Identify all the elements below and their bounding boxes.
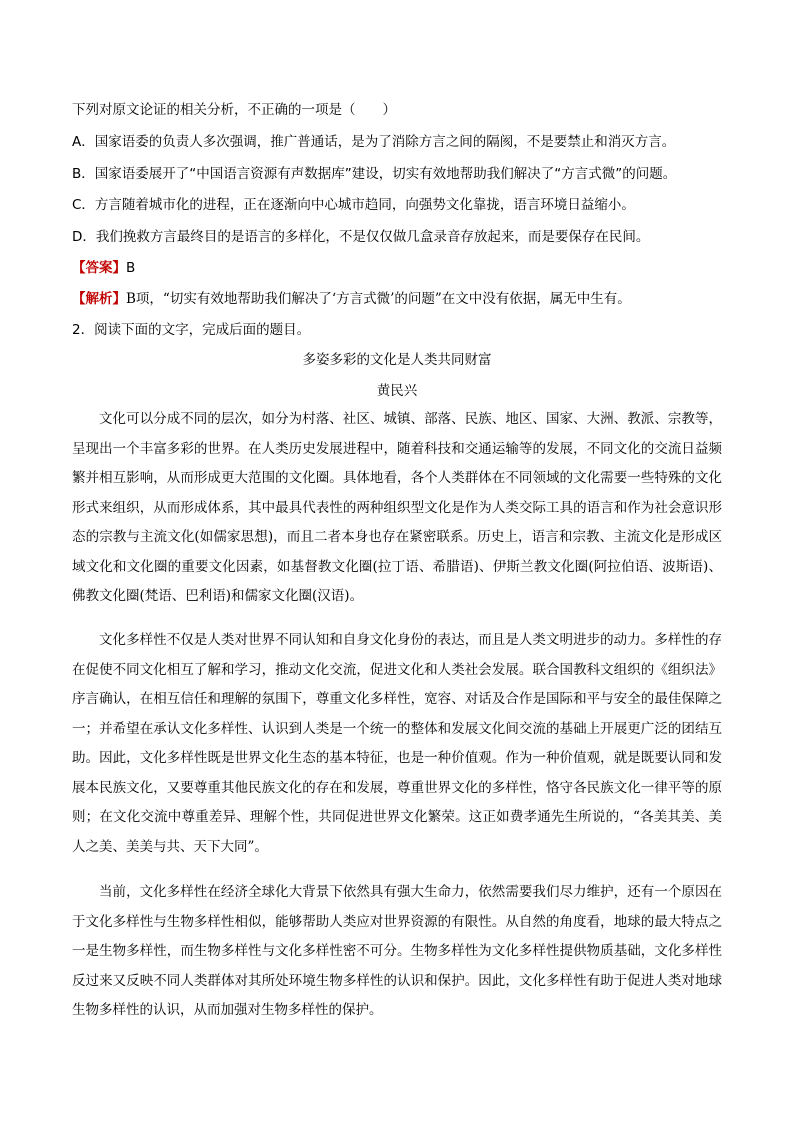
option-a: A．国家语委的负责人多次强调，推广普通话，是为了消除方言之间的隔阂，不是要禁止和消灭方言。 <box>72 134 676 150</box>
option-b: B．国家语委展开了“中国语言资源有声数据库”建设，切实有效地帮助我们解决了“方言式微”的问题。 <box>72 166 677 182</box>
analysis-text: B项，“切实有效地帮助我们解决了‘方言式微’的问题”在文中没有依据，属无中生有。 <box>126 291 631 307</box>
article-author: 黄民兴 <box>376 383 418 399</box>
answer-value: B <box>126 260 136 276</box>
question-2-intro: 2．阅读下面的文字，完成后面的题目。 <box>72 322 311 338</box>
article-title: 多姿多彩的文化是人类共同财富 <box>302 352 492 368</box>
question-stem: 下列对原文论证的相关分析，不正确的一项是（ ） <box>72 102 396 118</box>
analysis-row <box>72 289 631 309</box>
article-paragraph-1: 文化可以分成不同的层次，如分为村落、社区、城镇、部落、民族、地区、国家、大洲、教派、宗教等，呈现出一个丰富多彩的世界。在人类历史发展进程中，随着科技和交通运输等的发展，不同文化的交流日益频繁并相互影响，从而形成更大范围的文化圈。具体地看，各个人类群体在不同领域的文化需要一些特殊的文化形式来组织，从而形成体系，其中最具代表性的两种组织型文化是作为人类交际工具的语言和作为社会意识形态的宗教与主流文化(如儒家思想)，而且二者本身也存在紧密联系。历史上，语言和宗教、主流文化是形成区域文化和文化圈的重要文化因素，如基督教文化圈(拉丁语、希腊语)、伊斯兰教文化圈(阿拉伯语、波斯语)、佛教文化圈(梵语、巴利语)和儒家文化圈(汉语)。 <box>72 411 722 604</box>
option-d: D．我们挽救方言最终目的是语言的多样化，不是仅仅做几盒录音存放起来，而是要保存在民间。 <box>72 229 650 245</box>
article-paragraph-3: 当前，文化多样性在经济全球化大背景下依然具有强大生命力，依然需要我们尽力维护，还有一个原因在于文化多样性与生物多样性相似，能够帮助人类应对世界资源的有限性。从自然的角度看，地球的最大特点之一是生物多样性，而生物多样性与文化多样性密不可分。生物多样性为文化多样性提供物质基础，文化多样性反过来又反映不同人类群体对其所处环境生物多样性的认识和保护。因此，文化多样性有助于促进人类对地球生物多样性的认识，从而加强对生物多样性的保护。 <box>72 884 722 1018</box>
article-paragraph-2: 文化多样性不仅是人类对世界不同认知和自身文化身份的表达，而且是人类文明进步的动力。多样性的存在促使不同文化相互了解和学习，推动文化交流，促进文化和人类社会发展。联合国教科文组织的《组织法》序言确认，在相互信任和理解的氛围下，尊重文化多样性，宽容、对话及合作是国际和平与安全的最佳保障之一；并希望在承认文化多样性、认识到人类是一个统一的整体和发展文化间交流的基础上开展更广泛的团结互助。因此，文化多样性既是世界文化生态的基本特征，也是一种价值观。作为一种价值观，就是既要认同和发展本民族文化，又要尊重其他民族文化的存在和发展，尊重世界文化的多样性，恪守各民族文化一律平等的原则；在文化交流中尊重差异、理解个性，共同促进世界文化繁荣。这正如费孝通先生所说的，“各美其美、美人之美、美美与共、天下大同”。 <box>72 632 722 855</box>
analysis-label: 【解析】 <box>72 291 126 307</box>
answer-row <box>72 258 135 278</box>
answer-label: 【答案】 <box>72 260 126 276</box>
option-c: C．方言随着城市化的进程，正在逐渐向中心城市趋同，向强势文化靠拢，语言环境日益缩小。 <box>72 197 635 213</box>
